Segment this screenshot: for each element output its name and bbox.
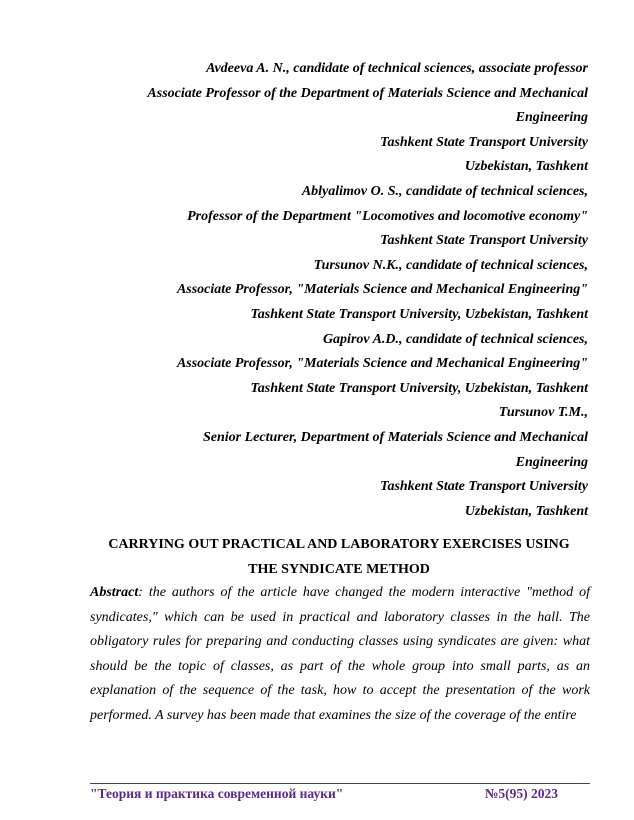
author-line: Senior Lecturer, Department of Materials Science and Mechanical	[203, 429, 588, 445]
abstract-paragraph	[90, 581, 590, 729]
author-line: Tashkent State Transport University, Uzbekistan, Tashkent	[250, 306, 588, 322]
abstract-label: Abstract	[90, 585, 139, 600]
author-block	[90, 57, 588, 524]
author-line: Tashkent State Transport University, Uzbekistan, Tashkent	[250, 380, 588, 396]
article-title	[60, 533, 618, 582]
footer-divider	[90, 783, 590, 784]
author-line: Tursunov N.K., candidate of technical sciences,	[313, 257, 588, 273]
author-line: Uzbekistan, Tashkent	[464, 159, 588, 175]
author-line: Associate Professor of the Department of Materials Science and Mechanical	[147, 85, 588, 101]
author-line: Tashkent State Transport University	[380, 233, 588, 249]
author-line: Avdeeva A. N., candidate of technical sciences, associate professor	[206, 61, 588, 76]
abstract-text: : the authors of the article have changed the modern interactive "method of syndicates," which can be used in practical and laboratory classes in the hall. The obligatory rules for preparing and conducting classes using syndicates are given: what should be the topic of classes, as part of the whole group into small parts, as an explanation of the sequence of the task, how to accept the presentation of the work performed. A survey has been made that examines the size of the coverage of the entire	[90, 585, 590, 723]
author-line: Engineering	[515, 110, 588, 126]
author-line: Uzbekistan, Tashkent	[464, 503, 588, 519]
issue-number: №5(95) 2023	[484, 786, 558, 801]
author-line: Associate Professor, "Materials Science and Mechanical Engineering"	[176, 282, 588, 298]
author-line: Tursunov T.M.,	[498, 405, 588, 421]
author-line: Tashkent State Transport University	[380, 134, 588, 150]
author-line: Associate Professor, "Materials Science and Mechanical Engineering"	[176, 356, 588, 372]
author-line: Gapirov A.D., candidate of technical sciences,	[322, 331, 588, 347]
author-line: Tashkent State Transport University	[380, 479, 588, 495]
author-line: Engineering	[515, 454, 588, 470]
author-line: Ablyalimov O. S., candidate of technical sciences,	[301, 183, 588, 199]
journal-name: "Теория и практика современной науки"	[90, 786, 344, 801]
title-line-2: THE SYNDICATE METHOD	[248, 561, 430, 577]
author-line: Professor of the Department "Locomotives and locomotive economy"	[187, 208, 588, 224]
title-line-1: CARRYING OUT PRACTICAL AND LABORATORY EXERCISES USING	[108, 537, 570, 552]
page-footer	[90, 786, 590, 802]
